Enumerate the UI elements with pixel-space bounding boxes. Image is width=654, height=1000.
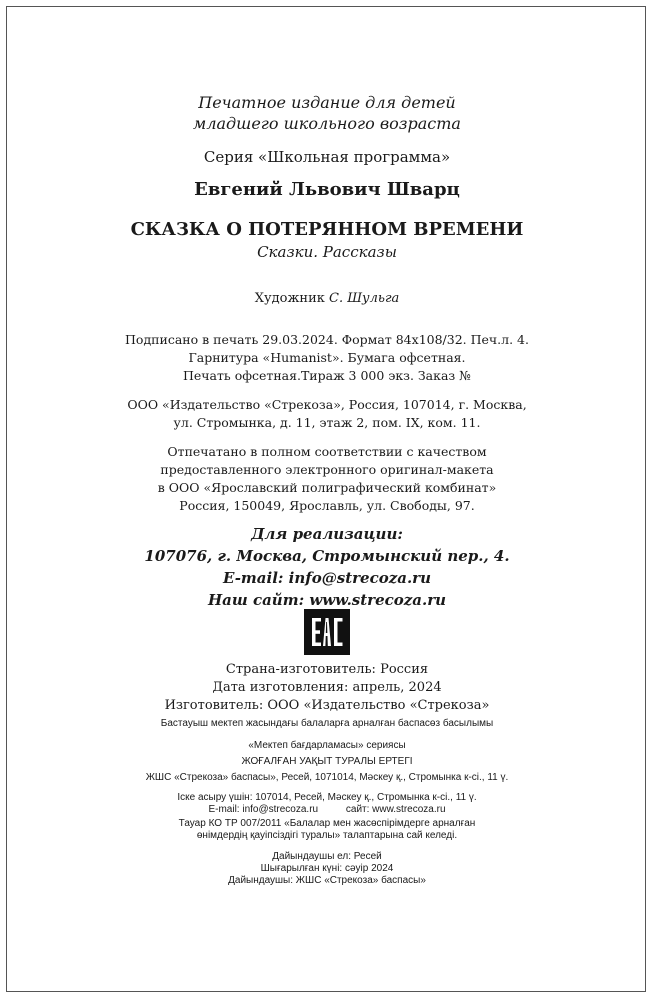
publisher-line: ул. Стромынка, д. 11, этаж 2, пом. IX, ком. 11. [173, 415, 481, 430]
kazakh-compliance-line: өнімдердің қауіпсіздігі туралы» талаптарына сай келеді. [196, 830, 458, 841]
eac-certification-logo [304, 609, 350, 655]
author-name: Евгений Львович Шварц [194, 179, 460, 200]
printing-line: в ООО «Ярославский полиграфический комбинат» [157, 480, 497, 495]
printing-line: предоставленного электронного оригинал-макета [160, 462, 494, 477]
kazakh-sales-address: Іске асыру үшін: 107014, Ресей, Мәскеу қ., Стромынка к-сі., 11 ү. [177, 792, 477, 803]
print-info-line: Печать офсетная.Тираж 3 000 экз. Заказ № [182, 368, 472, 383]
print-info [0, 331, 654, 385]
illustrator-name: С. Шульга [329, 291, 400, 306]
title-block [0, 218, 654, 262]
kazakh-compliance-line: Тауар КО ТР 007/2011 «Балалар мен жасөспірімдерге арналған [178, 818, 476, 829]
sales-address: 107076, г. Москва, Стромынский пер., 4. [144, 547, 510, 565]
manufacturer-info [0, 661, 654, 715]
kazakh-compliance [0, 818, 654, 842]
publisher-line: ООО «Издательство «Стрекоза», Россия, 107014, г. Москва, [127, 397, 527, 412]
manufacturer-name: Изготовитель: ООО «Издательство «Стрекоза» [164, 698, 490, 713]
eac-mark-icon [304, 609, 350, 655]
book-subtitle: Сказки. Рассказы [257, 243, 397, 261]
audience-line-1: Печатное издание для детей [198, 93, 456, 112]
manufacturer-country: Страна-изготовитель: Россия [225, 662, 429, 677]
kazakh-audience-note: Бастауыш мектеп жасындағы балаларға арналған баспасөз басылымы [160, 718, 494, 729]
sales-contacts [0, 523, 654, 611]
kazakh-manufacturer [0, 851, 654, 887]
print-info-line: Подписано в печать 29.03.2024. Формат 84х108/32. Печ.л. 4. [125, 332, 529, 347]
kazakh-title: ЖОҒАЛҒАН УАҚЫТ ТУРАЛЫ ЕРТЕГІ [241, 756, 413, 767]
series-name: Серия «Школьная программа» [203, 148, 451, 166]
audience-line-2: младшего школьного возраста [193, 114, 461, 133]
kazakh-publisher: ЖШС «Стрекоза» баспасы», Ресей, 1071014, Мәскеу қ., Стромынка к-сі., 11 ү. [145, 772, 509, 783]
printing-line: Отпечатано в полном соответствии с качеством [167, 444, 487, 459]
kazakh-sales-contacts: E-mail: info@strecoza.ru сайт: www.strecoza.ru [208, 804, 446, 815]
book-title: СКАЗКА О ПОТЕРЯННОМ ВРЕМЕНИ [130, 219, 524, 240]
manufacture-date: Дата изготовления: апрель, 2024 [212, 680, 442, 695]
sales-email: E-mail: info@strecoza.ru [223, 569, 431, 587]
kazakh-manufacturer-country: Дайындаушы ел: Ресей [272, 851, 382, 862]
audience-note [0, 92, 654, 134]
publisher-address [0, 396, 654, 432]
illustrator-label: Художник [254, 291, 329, 306]
kazakh-series: «Мектеп бағдарламасы» сериясы [248, 740, 406, 751]
kazakh-manufacture-date: Шығарылған күні: сәуір 2024 [260, 863, 394, 874]
kazakh-sales [0, 792, 654, 816]
printing-house [0, 443, 654, 515]
sales-website: Наш сайт: www.strecoza.ru [207, 591, 447, 609]
sales-heading: Для реализации: [251, 525, 403, 543]
kazakh-manufacturer-name: Дайындаушы: ЖШС «Стрекоза» баспасы» [228, 875, 426, 886]
printing-line: Россия, 150049, Ярославль, ул. Свободы, 97. [179, 498, 475, 513]
print-info-line: Гарнитура «Humanist». Бумага офсетная. [188, 350, 466, 365]
illustrator-credit [0, 290, 654, 308]
